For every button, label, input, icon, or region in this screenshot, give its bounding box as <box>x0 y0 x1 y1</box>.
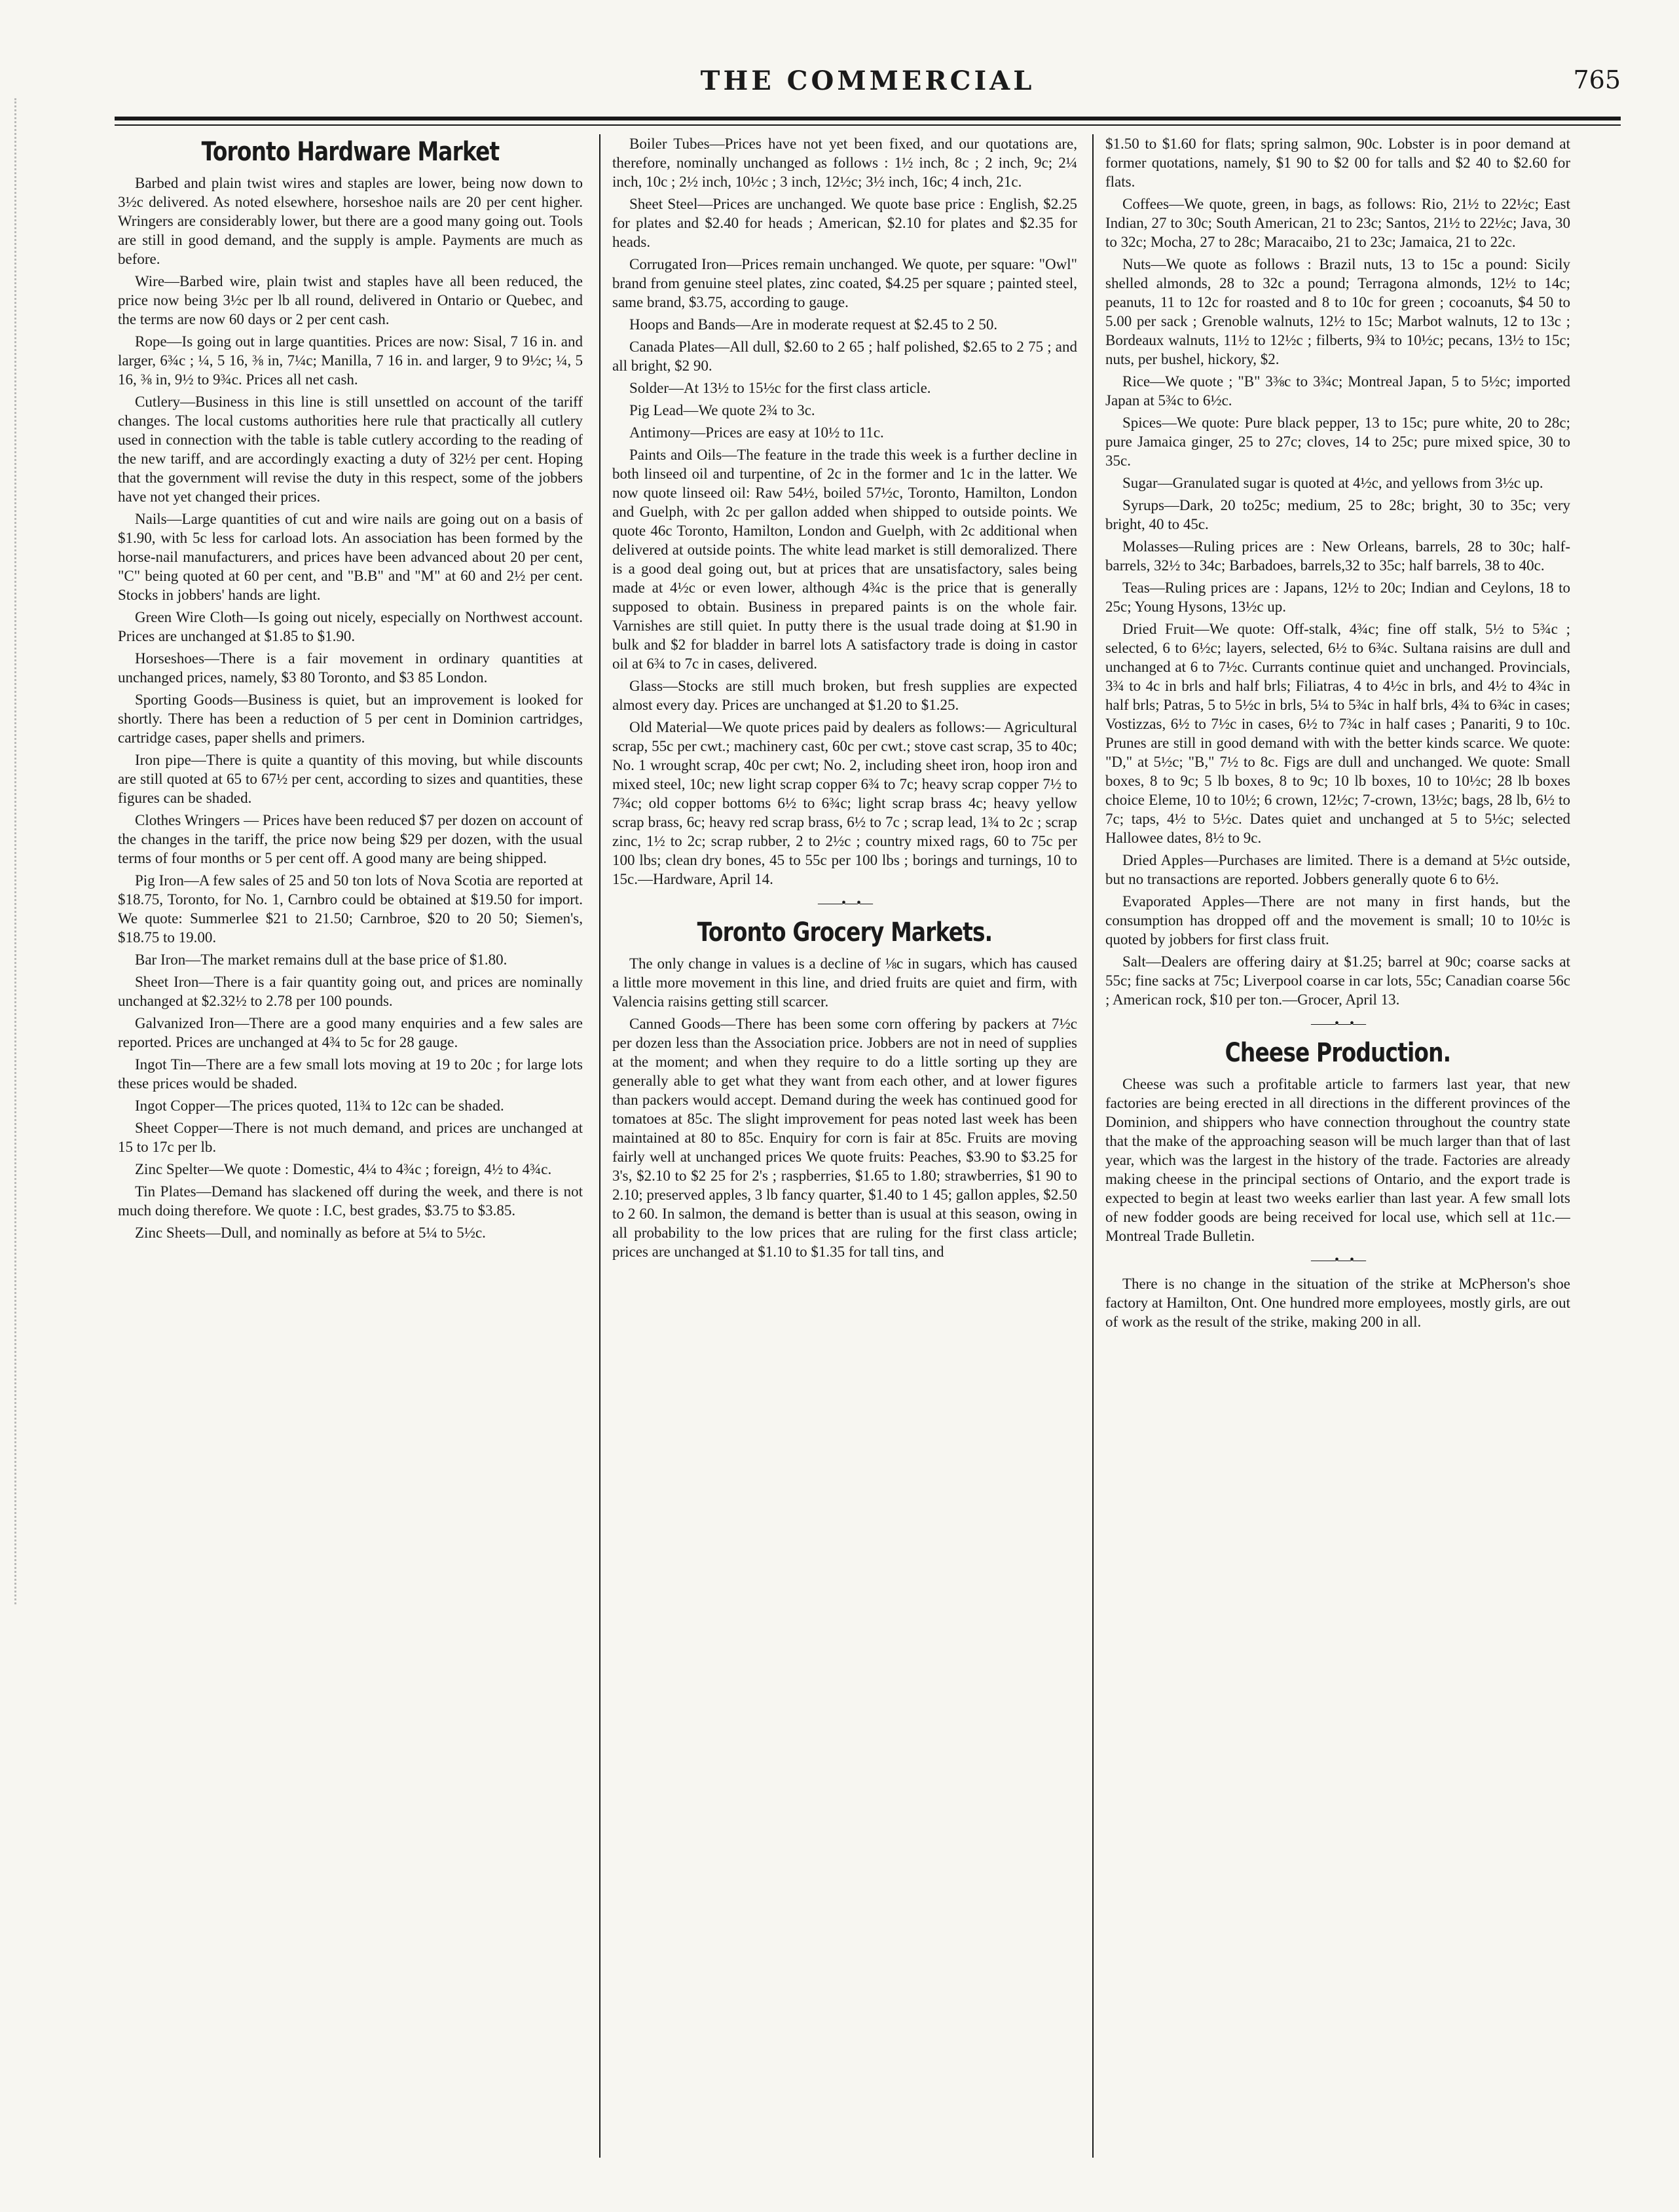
article-paragraph: Zinc Spelter—We quote : Domestic, 4¼ to 4¾c ; foreign, 4½ to 4¾c. <box>135 1161 552 1177</box>
article-paragraph: Hoops and Bands—Are in moderate request at $2.45 to 2 50. <box>629 316 998 333</box>
article-paragraph: Sheet Steel—Prices are unchanged. We quote base price : English, $2.25 for plates and $2.40 for heads ; American, $2.10 for plates and $2.35 for heads. <box>612 196 1077 250</box>
article-paragraph: Old Material—We quote prices paid by dealers as follows:— Agricultural scrap, 55c per cwt.; machinery cast, 60c per cwt.; stove cast scrap, 35 to 40c; No. 1 wrought scrap, 40c per cwt; No. 2, including sheet iron, hoop iron and mixed steel, 10c; new light scrap copper 6¾ to 7c; heavy scrap copper 7½ to 7¾c; old copper bottoms 6½ to 6¾c; light scrap brass 4c; heavy yellow scrap brass, 6c; heavy red scrap brass, 6½ to 7c ; scrap lead, 1¾ to 2c ; scrap zinc, 1½ to 2c; scrap rubber, 2 to 2½c ; country mixed rags, 60 to 75c per 100 lbs; clean dry bones, 45 to 55c per 100 lbs ; borings and turnings, 10 to 15c.—Hardware, April 14. <box>612 719 1077 887</box>
article-paragraph: Rope—Is going out in large quantities. Prices are now: Sisal, 7 16 in. and larger, 6¾c ; ¼, 5 16, ⅜ in, 7¼c; Manilla, 7 16 in. and larger, 9 to 9½c; ¼, 5 16, ⅜ in, 9½ to 9¾c. Prices all net cash. <box>118 333 583 388</box>
article-paragraph: Salt—Dealers are offering dairy at $1.25; barrel at 90c; coarse sacks at 55c; fine sacks at 75c; Liverpool coarse in car lots, 55c; Canadian coarse 56c ; American rock, $10 per ton.—Grocer, April 13. <box>1105 953 1570 1008</box>
article-paragraph: There is no change in the situation of the strike at McPherson's shoe factory at Hamilton, Ont. One hundred more employees, mostly girls, are out of work as the result of the strike, making 200 in all. <box>1105 1276 1570 1330</box>
section-divider: ——•—•— <box>1310 1016 1365 1031</box>
article-paragraph: Sheet Iron—There is a fair quantity going out, and prices are nominally unchanged at $2.32½ to 2.78 per 100 pounds. <box>118 974 583 1009</box>
article-paragraph: Ingot Tin—There are a few small lots moving at 19 to 20c ; for large lots these prices would be shaded. <box>118 1056 583 1092</box>
article-paragraph: Sugar—Granulated sugar is quoted at 4½c, and yellows from 3½c up. <box>1122 475 1543 491</box>
article-paragraph: Nuts—We quote as follows : Brazil nuts, 13 to 15c a pound: Sicily shelled almonds, 28 to 32c a pound; Terragona almonds, 12½ to 14c; peanuts, 11 to 12c for roasted and 8 to 10c for green ; cocoanuts, $4 50 to 5.00 per sack ; Grenoble walnuts, 12½ to 15c; Marbot walnuts, 12 to 13c ; Bordeaux walnuts, 11½ to 12½c ; filberts, 9¾ to 10½c; pecans, 13½ to 15c; nuts, per bushel, hickory, $2. <box>1105 256 1570 367</box>
header-rule-thin <box>115 124 1621 126</box>
article-paragraph: Ingot Copper—The prices quoted, 11¾ to 12c can be shaded. <box>135 1097 504 1114</box>
article-paragraph: Clothes Wringers — Prices have been reduced $7 per dozen on account of the changes in the tariff, the price now being $29 per dozen, with the usual terms of four months or 5 per cent off. A good many are being shipped. <box>118 812 583 866</box>
article-paragraph: Wire—Barbed wire, plain twist and staples have all been reduced, the price now being 3½c per lb all round, delivered in Ontario or Quebec, and the terms are now 60 days or 2 per cent cash. <box>118 273 583 327</box>
article-paragraph: Canada Plates—All dull, $2.60 to 2 65 ; half polished, $2.65 to 2 75 ; and all bright, $2 90. <box>612 339 1077 374</box>
page-number: 765 <box>1573 65 1621 94</box>
article-paragraph: Tin Plates—Demand has slackened off during the week, and there is not much doing therefore. We quote : I.C, best grades, $3.75 to $3.85. <box>118 1183 583 1219</box>
article-paragraph: Corrugated Iron—Prices remain unchanged. We quote, per square: "Owl" brand from genuine steel plates, zinc coated, $4.25 per square ; painted steel, same brand, $3.75, according to gauge. <box>612 256 1077 310</box>
article-paragraph: Pig Lead—We quote 2¾ to 3c. <box>629 402 815 418</box>
article-paragraph: Paints and Oils—The feature in the trade this week is a further decline in both linseed oil and turpentine, of 2c in the former and 1c in the latter. We now quote linseed oil: Raw 54½, boiled 57½c, Toronto, Hamilton, London and Guelph, with 2c per gallon added when shipped to outside points. We quote 46c Toronto, Hamilton, London and Guelph, with 2c additional when delivered at outside points. The white lead market is still demoralized. There is a good deal going out, but at prices that are unsatisfactory, sales being made at 4½c or even lower, although 4¾c is the price that is generally supposed to obtain. Business in prepared paints is on the whole fair. Varnishes are still quiet. In putty there is the usual trade doing at $1.90 in bulk and $2 for bladder in barrel lots A satisfactory trade is doing in castor oil at 6¾ to 7c in cases, delivered. <box>612 447 1077 672</box>
article-paragraph: Dried Fruit—We quote: Off-stalk, 4¾c; fine off stalk, 5½ to 5¾c ; selected, 6 to 6½c; layers, selected, 6½ to 6¾c. Sultana raisins are dull and unchanged at 6 to 7½c. Currants continue quiet and unchanged. Provincials, 3¾ to 4c in brls and half brls; Filiatras, 4 to 4½c in brls, and 4½ to 4¾c in half brls; Patras, 5 to 5½c in brls, 5¼ to 5¾c in half brls, 4¾ to 6¾c in cases; Vostizzas, 6½ to 7½c in cases, 6½ to 7¾c in half cases ; Panariti, 9 to 10c. Prunes are still in good demand with with the better kinds scarce. We quote: "D," at 5½c; "B," 7½ to 8c. Figs are dull and unchanged. We quote: Small boxes, 8 to 9c; 5 lb boxes, 8 to 9c; 10 lb boxes, 10 to 10½c; 28 lb boxes choice Eleme, 10 to 10½; 6 crown, 12½c; 7-crown, 13½c; bags, 28 lb, 6½ to 7c; taps, 4½ to 5½c. Dates quiet and unchanged at 5 to 5½c; selected Hallowee dates, 8½ to 9c. <box>1105 621 1570 846</box>
article-paragraph: Molasses—Ruling prices are : New Orleans, barrels, 28 to 30c; half-barrels, 32½ to 34c; Barbadoes, barrels,32 to 35c; half barrels, 38 to 40c. <box>1105 538 1570 574</box>
header-rule <box>115 117 1621 120</box>
column-divider <box>1092 134 1094 2158</box>
scan-margin-marks <box>14 98 52 1604</box>
page-header <box>115 65 1621 105</box>
article-paragraph: Cutlery—Business in this line is still unsettled on account of the tariff changes. The local customs authorities here rule that practically all cutlery used in connection with the table is table cutlery according to the reading of the new tariff, and are accordingly exacting a duty of 32½ per cent. Hoping that the government will revise the duty in this respect, some of the jobbers have not yet changed their prices. <box>118 394 583 505</box>
article-paragraph: Teas—Ruling prices are : Japans, 12½ to 20c; Indian and Ceylons, 18 to 25c; Young Hysons, 13½c up. <box>1105 580 1570 615</box>
article-paragraph: Nails—Large quantities of cut and wire nails are going out on a basis of $1.90, with 5c less for carload lots. An association has been formed by the horse-nail manufacturers, and prices have been advanced about 20 per cent, "C" being quoted at 60 per cent, and "B.B" and "M" at 60 and 2½ per cent. Stocks in jobbers' hands are light. <box>118 511 583 603</box>
article-paragraph: Sheet Copper—There is not much demand, and prices are unchanged at 15 to 17c per lb. <box>118 1120 583 1155</box>
article-paragraph: Dried Apples—Purchases are limited. There is a demand at 5½c outside, but no transactions are reported. Jobbers generally quote 6 to 6½. <box>1105 852 1570 887</box>
section-divider: ——•—•— <box>817 896 872 910</box>
article-paragraph: Coffees—We quote, green, in bags, as follows: Rio, 21½ to 22½c; East Indian, 27 to 30c; South American, 21 to 23c; Santos, 21½ to 22½c; Java, 30 to 32c; Mocha, 27 to 28c; Maracaibo, 21 to 23c; Jamaica, 21 to 22c. <box>1105 196 1570 250</box>
column-divider <box>599 134 600 2158</box>
masthead: THE COMMERCIAL <box>700 65 1035 96</box>
article-paragraph: Antimony—Prices are easy at 10½ to 11c. <box>629 424 884 441</box>
article-paragraph: Barbed and plain twist wires and staples are lower, being now down to 3½c delivered. As noted elsewhere, horseshoe nails are 20 per cent higher. Wringers are considerably lower, but there are a good many going out. Tools are still in good demand, and the supply is ample. Payments are much as before. <box>118 175 583 267</box>
article-paragraph: $1.50 to $1.60 for flats; spring salmon, 90c. Lobster is in poor demand at former quotations, namely, $1 90 to $2 00 for talls and $2 40 to $2.60 for flats. <box>1105 136 1570 190</box>
article-heading: Toronto Grocery Markets. <box>697 917 993 948</box>
article-heading: Toronto Hardware Market <box>201 137 500 167</box>
article-paragraph: The only change in values is a decline of ⅛c in sugars, which has caused a little more movement in this line, and dried fruits are quiet and firm, with Valencia raisins getting still scarcer. <box>612 955 1077 1010</box>
column-3 <box>1105 134 1570 2158</box>
article-paragraph: Boiler Tubes—Prices have not yet been fixed, and our quotations are, therefore, nominally unchanged as follows : 1½ inch, 8c ; 2 inch, 9c; 2¼ inch, 10c ; 2½ inch, 10½c ; 3 inch, 12½c; 3½ inch, 16c; 4 inch, 21c. <box>612 136 1077 190</box>
article-paragraph: Syrups—Dark, 20 to25c; medium, 25 to 28c; bright, 30 to 35c; very bright, 40 to 45c. <box>1105 497 1570 532</box>
article-paragraph: Galvanized Iron—There are a good many enquiries and a few sales are reported. Prices are unchanged at 4¾ to 5c for 28 gauge. <box>118 1015 583 1050</box>
article-paragraph: Solder—At 13½ to 15½c for the first class article. <box>629 380 931 396</box>
article-paragraph: Cheese was such a profitable article to farmers last year, that new factories are being erected in all directions in the different provinces of the Dominion, and shippers who have connection throughout the country state that the make of the approaching season will be much larger than that of last year, which was the largest in the history of the trade. Factories are already making cheese in the principal sections of Ontario, and the export trade is expected to begin at least two weeks earlier than last year. A few small lots of new fodder goods are being received for local use, which sell at 11c.—Montreal Trade Bulletin. <box>1105 1076 1570 1244</box>
article-paragraph: Spices—We quote: Pure black pepper, 13 to 15c; pure white, 20 to 28c; pure Jamaica ginger, 25 to 27c; cloves, 14 to 25c; pure mixed spice, 30 to 35c. <box>1105 415 1570 469</box>
column-2 <box>612 134 1077 2158</box>
article-paragraph: Green Wire Cloth—Is going out nicely, especially on Northwest account. Prices are unchanged at $1.85 to $1.90. <box>118 609 583 644</box>
article-paragraph: Iron pipe—There is quite a quantity of this moving, but while discounts are still quoted at 65 to 67½ per cent, according to sizes and quantities, these figures can be shaded. <box>118 752 583 806</box>
article-paragraph: Pig Iron—A few sales of 25 and 50 ton lots of Nova Scotia are reported at $18.75, Toronto, for No. 1, Carnbro could be obtained at $19.50 for import. We quote: Summerlee $21 to 21.50; Carnbroe, $20 to 20 50; Siemen's, $18.75 to 19.00. <box>118 872 583 946</box>
article-paragraph: Zinc Sheets—Dull, and nominally as before at 5¼ to 5½c. <box>135 1225 486 1241</box>
column-1 <box>118 134 583 2158</box>
article-paragraph: Bar Iron—The market remains dull at the base price of $1.80. <box>135 951 507 968</box>
article-paragraph: Horseshoes—There is a fair movement in ordinary quantities at unchanged prices, namely, $3 80 Toronto, and $3 85 London. <box>118 650 583 686</box>
article-paragraph: Sporting Goods—Business is quiet, but an improvement is looked for shortly. There has been a reduction of 5 per cent in Dominion cartridges, cartridge cases, paper shells and primers. <box>118 691 583 746</box>
article-heading: Cheese Production. <box>1225 1038 1451 1068</box>
article-paragraph: Glass—Stocks are still much broken, but fresh supplies are expected almost every day. Prices are unchanged at $1.20 to $1.25. <box>612 678 1077 713</box>
section-divider: ——•—•— <box>1310 1253 1365 1267</box>
article-paragraph: Rice—We quote ; "B" 3⅜c to 3¾c; Montreal Japan, 5 to 5½c; imported Japan at 5¾c to 6½c. <box>1105 373 1570 409</box>
article-paragraph: Evaporated Apples—There are not many in first hands, but the consumption has dropped off and the movement is small; 10 to 10½c is quoted by jobbers for first class fruit. <box>1105 893 1570 948</box>
article-paragraph: Canned Goods—There has been some corn offering by packers at 7½c per dozen less than the Association price. Jobbers are not in need of supplies at the moment; and when they require to do a little sorting up they are generally able to get what they want from each other, and at lower figures than packers would accept. Demand during the week has continued good for tomatoes at 85c. The slight improvement for peas noted last week has been maintained at 80 to 85c. Enquiry for corn is fair at 85c. Fruits are moving fairly well at unchanged prices We quote fruits: Peaches, $3.90 to $3.25 for 3's, $2.10 to $2 25 for 2's ; raspberries, $1.65 to 1.80; strawberries, $1 90 to 2.10; preserved apples, 3 lb fancy quarter, $1.40 to 1 45; gallon apples, $2.50 to 2 60. In salmon, the demand is better than is usual at this season, owing in all probability to the low prices that are ruling for the first class article; prices are unchanged at $1.10 to $1.35 for tall tins, and <box>612 1016 1077 1260</box>
